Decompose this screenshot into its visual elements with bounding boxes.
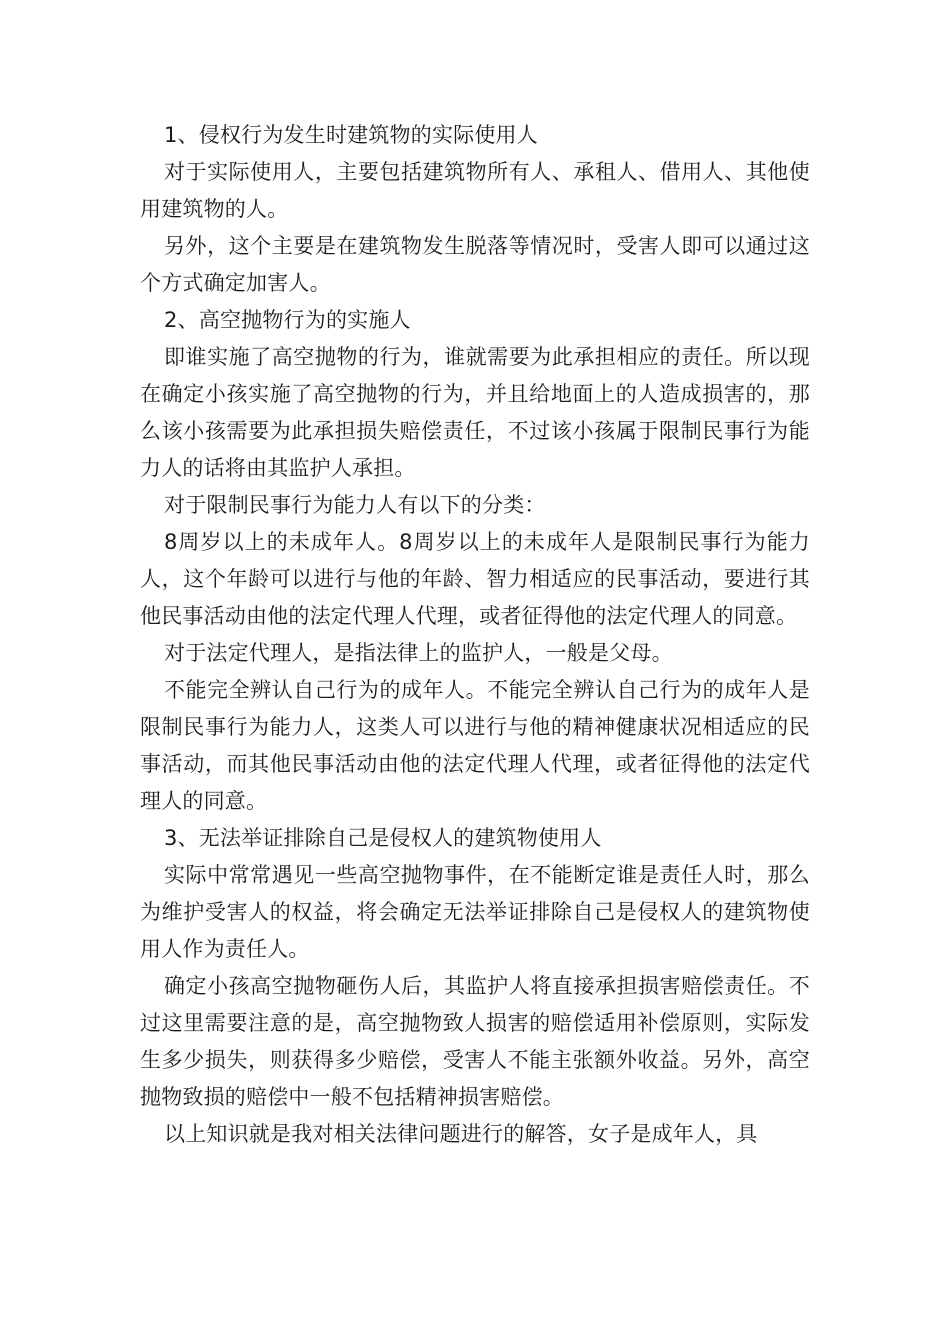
paragraph: 实际中常常遇见一些高空抛物事件，在不能断定谁是责任人时，那么为维护受害人的权益，将会确定无法举证排除自己是侵权人的建筑物使用人作为责任人。 [140, 863, 810, 961]
paragraph: 另外，这个主要是在建筑物发生脱落等情况时，受害人即可以通过这个方式确定加害人。 [140, 234, 810, 295]
paragraph: 对于实际使用人，主要包括建筑物所有人、承租人、借用人、其他使用建筑物的人。 [140, 160, 810, 221]
paragraph: 即谁实施了高空抛物的行为，谁就需要为此承担相应的责任。所以现在确定小孩实施了高空抛物的行为，并且给地面上的人造成损害的，那么该小孩需要为此承担损失赔偿责任，不过该小孩属于限制民事行为能力人的话将由其监护人承担。 [140, 345, 810, 480]
section-heading-2: 2、高空抛物行为的实施人 [164, 308, 411, 332]
paragraph: 以上知识就是我对相关法律问题进行的解答，女子是成年人，具 [164, 1122, 758, 1146]
paragraph: 对于法定代理人，是指法律上的监护人，一般是父母。 [164, 641, 673, 665]
section-heading-1: 1、侵权行为发生时建筑物的实际使用人 [164, 123, 538, 147]
paragraph: 8周岁以上的未成年人。8周岁以上的未成年人是限制民事行为能力人，这个年龄可以进行与他的年龄、智力相适应的民事活动，要进行其他民事活动由他的法定代理人代理，或者征得他的法定代理人的同意。 [140, 530, 810, 628]
document-body [140, 117, 810, 1153]
paragraph: 确定小孩高空抛物砸伤人后，其监护人将直接承担损害赔偿责任。不过这里需要注意的是，高空抛物致人损害的赔偿适用补偿原则，实际发生多少损失，则获得多少赔偿，受害人不能主张额外收益。另外，高空抛物致损的赔偿中一般不包括精神损害赔偿。 [140, 974, 810, 1109]
section-heading-3: 3、无法举证排除自己是侵权人的建筑物使用人 [164, 826, 602, 850]
paragraph: 对于限制民事行为能力人有以下的分类： [164, 493, 546, 517]
paragraph: 不能完全辨认自己行为的成年人。不能完全辨认自己行为的成年人是限制民事行为能力人，这类人可以进行与他的精神健康状况相适应的民事活动，而其他民事活动由他的法定代理人代理，或者征得他的法定代理人的同意。 [140, 678, 810, 813]
